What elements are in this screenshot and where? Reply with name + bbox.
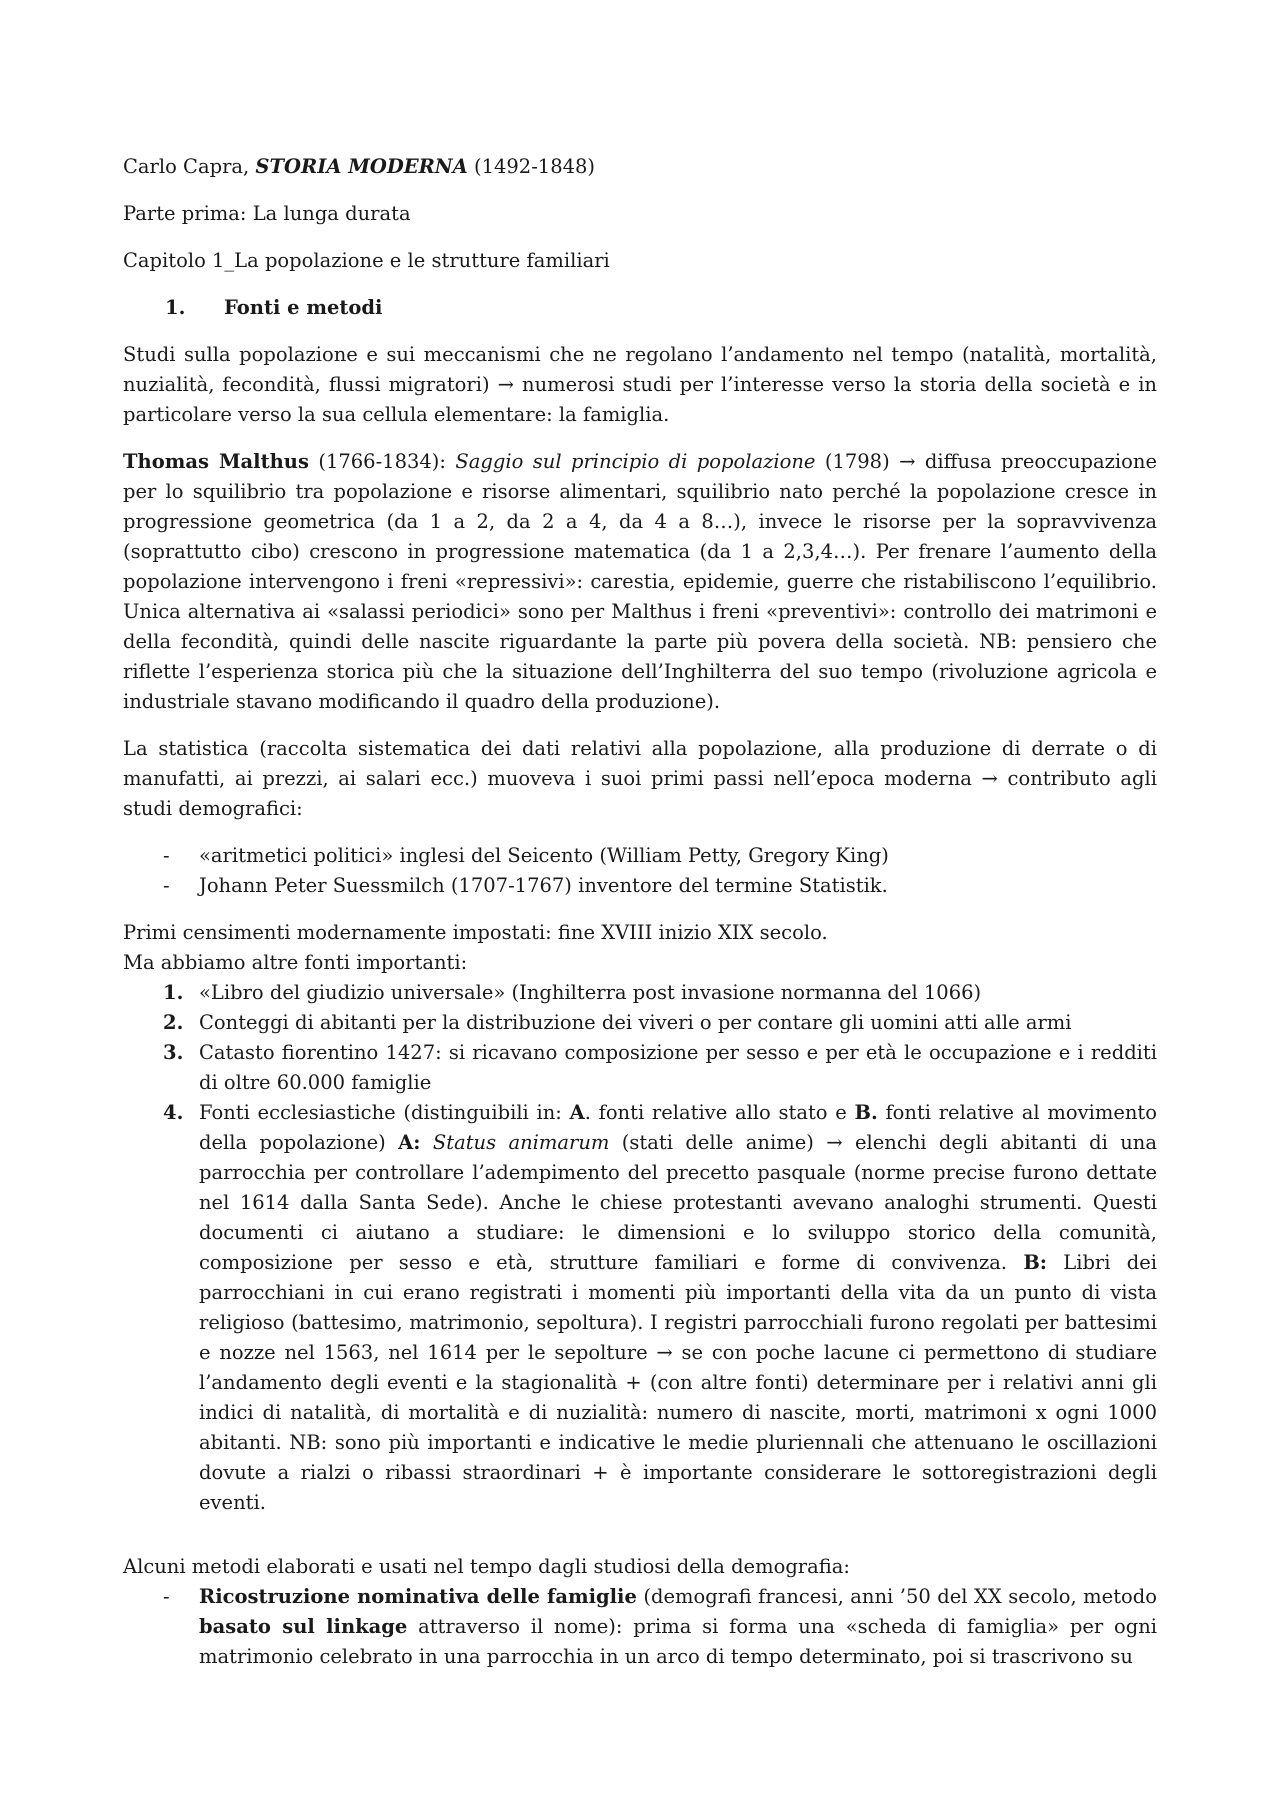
list-item-text: «Libro del giudizio universale» (Inghilterra post invasione normanna del 1066) [199,981,982,1004]
text-run: . fonti relative allo stato e [584,1101,855,1124]
sources-intro: Ma abbiamo altre fonti importanti: [123,951,468,974]
text-run: (demografi francesi, anni ’50 del XX secolo, metodo [636,1585,1157,1608]
text-run [421,1131,433,1154]
list-item-text: Johann Peter Suessmilch (1707-1767) inventore del termine Statistik. [199,874,888,897]
paragraph-malthus [123,447,1157,717]
list-item-text: Catasto fiorentino 1427: si ricavano composizione per sesso e per età le occupazione e i redditi di oltre 60.000 famiglie [199,1041,1157,1094]
chapter-title: Capitolo 1_La popolazione e le strutture familiari [123,249,610,272]
part-title: Parte prima: La lunga durata [123,202,411,225]
text-run: fonti relative al movimento della popolazione) [199,1101,1157,1154]
list-number: 2. [163,1011,184,1034]
book-title: STORIA MODERNA [255,155,468,178]
list-dash: - [163,874,170,897]
malthus-name: Thomas Malthus [123,450,309,473]
list-item [123,1008,1157,1038]
list-number: 3. [163,1041,184,1064]
sources-list [123,978,1157,1518]
malthus-text: (1798) → diffusa preoccupazione per lo squilibrio tra popolazione e risorse alimentari, squilibrio nato perché la popolazione cresce in progressione geometrica (da 1 a 2, da 2 a 4, da 4 a 8…), invece le risorse per la sopravvivenza (soprattutto cibo) crescono in progressione matematica (da 1 a 2,3,4…). Per frenare l’aumento della popolazione intervengono i freni «repressivi»: carestia, epidemie, guerre che ristabiliscono l’equilibrio. Unica alternativa ai «salassi periodici» sono per Malthus i freni «preventivi»: controllo dei matrimoni e della fecondità, quindi delle nascite riguardante la parte più povera della società. NB: pensiero che riflette l’esperienza storica più che la situazione dell’Inghilterra del suo tempo (rivoluzione agricola e industriale stavano modificando il quadro della produzione). [123,450,1157,713]
malthus-work: Saggio sul principio di popolazione [455,450,816,473]
list-item [123,978,1157,1008]
methods-intro: Alcuni metodi elaborati e usati nel tempo dagli studiosi della demografia: [123,1555,850,1578]
list-item [123,1098,1157,1518]
text-run: Libri dei parrocchiani in cui erano registrati i momenti più importanti della vita da un punto di vista religioso (battesimo, matrimonio, sepoltura). I registri parrocchiali furono regolati per battesimi e nozze nel 1563, nel 1614 per le sepolture → se con poche lacune ci permettono di studiare l’andamento degli eventi e la stagionalità + (con altre fonti) determinare per i relativi anni gli indici di natalità, di mortalità e di nuzialità: numero di nascite, morti, matrimoni x ogni 1000 abitanti. NB: sono più importanti e indicative le medie pluriennali che attenuano le oscillazioni dovute a rialzi o ribassi straordinari + è importante considerare le sottoregistrazioni degli eventi. [199,1251,1157,1514]
list-dash: - [163,844,170,867]
list-number: 1. [163,981,184,1004]
statistics-list [123,841,1157,901]
label-b: B. [854,1101,878,1124]
list-number: 4. [163,1101,184,1124]
book-years: (1492-1848) [467,155,596,178]
text-run: (stati delle anime) → elenchi degli abitanti di una parrocchia per controllare l’adempimento del precetto pasquale (norme precise furono dettate nel 1614 dalla Santa Sede). Anche le chiese protestanti avevano analoghi strumenti. Questi documenti ci aiutano a studiare: le dimensioni e lo sviluppo storico della comunità, composizione per sesso e età, strutture familiari e forme di convivenza. [199,1131,1157,1274]
list-item-text [199,1098,1157,1518]
list-item [123,1582,1157,1672]
methods-list [123,1582,1157,1672]
book-reference [123,152,1157,182]
label-a: A [569,1101,585,1124]
status-animarum: Status animarum [432,1131,610,1154]
text-run: Fonti ecclesiastiche (distinguibili in: [199,1101,570,1124]
section-heading [123,293,1157,323]
list-item-text [199,1582,1157,1672]
paragraph-intro: Studi sulla popolazione e sui meccanismi che ne regolano l’andamento nel tempo (natalità, mortalità, nuzialità, fecondità, flussi migratori) → numerosi studi per l’interesse verso la storia della società e in particolare verso la sua cellula elementare: la famiglia. [123,343,1157,426]
paragraph-statistics: La statistica (raccolta sistematica dei dati relativi alla popolazione, alla produzione di derrate o di manufatti, ai prezzi, ai salari ecc.) muoveva i suoi primi passi nell’epoca moderna → contributo agli studi demografici: [123,737,1157,820]
label-b: B: [1023,1251,1048,1274]
label-a: A: [398,1131,421,1154]
section-number: 1. [165,296,186,319]
list-item-text: Conteggi di abitanti per la distribuzione dei viveri o per contare gli uomini atti alle armi [199,1011,1072,1034]
method-linkage: basato sul linkage [199,1615,408,1638]
malthus-dates: (1766-1834): [308,450,456,473]
list-item-text: «aritmetici politici» inglesi del Seicento (William Petty, Gregory King) [199,844,889,867]
section-title: Fonti e metodi [224,296,383,319]
text-run: attraverso il nome): prima si forma una «scheda di famiglia» per ogni matrimonio celebrato in una parrocchia in un arco di tempo determinato, poi si trascrivono su [199,1615,1157,1668]
list-item [123,871,1157,901]
list-item [123,1038,1157,1098]
census-line: Primi censimenti modernamente impostati: fine XVIII inizio XIX secolo. [123,921,828,944]
list-dash: - [163,1585,170,1608]
author: Carlo Capra, [123,155,256,178]
method-title: Ricostruzione nominativa delle famiglie [199,1585,637,1608]
list-item [123,841,1157,871]
